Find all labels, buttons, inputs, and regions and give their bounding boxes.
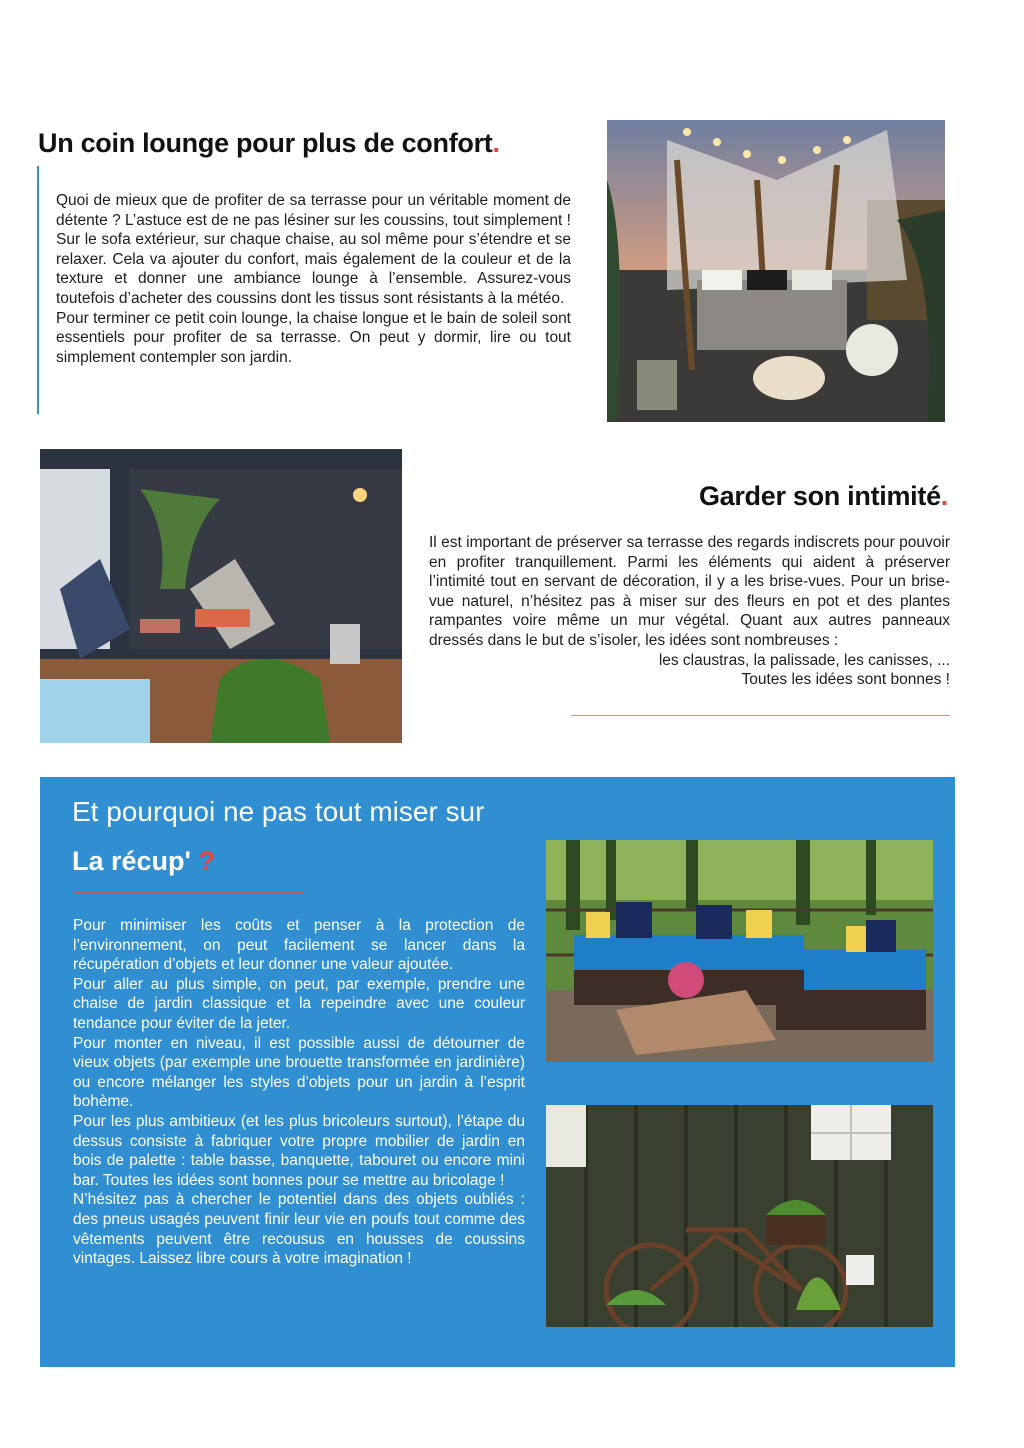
old-bicycle-planter-photo (546, 1105, 933, 1327)
section2-line: les claustras, la palissade, les canisses, ... (658, 651, 950, 669)
title-question-mark: ? (198, 846, 215, 876)
title-dot: . (492, 128, 500, 158)
section2-paragraph: Il est important de préserver sa terrasse des regards indiscrets pour pouvoir en profiter tranquillement. Parmi les éléments qui aident à préserver l’intimité tout en servant de décoration, il y a les brise-vues. Pour un brise-vue naturel, n’hésitez pas à miser sur des fleurs en pot et des plantes rampantes voire même un mur végétal. Quant aux autres panneaux dressés dans le but de s’isoler, les idées sont nombreuses : (429, 534, 950, 649)
section1-side-bar (37, 166, 39, 414)
pallet-sofa-photo (546, 840, 933, 1062)
section2-text (429, 533, 950, 690)
section1-paragraph: Quoi de mieux que de profiter de sa terrasse pour un véritable moment de détente ? L’astuce est de ne pas lésiner sur les coussins, tout simplement ! Sur le sofa extérieur, sur chaque chaise, au sol même pour s’étendre et se relaxer. Cela va ajouter du confort, mais également de la couleur et de la texture et donner une ambiance lounge à l’ensemble. Assurez-vous toutefois d’acheter des coussins dont les tissus sont résistants à la météo. (56, 192, 571, 307)
section2-divider (571, 715, 950, 716)
title-dot: . (940, 481, 948, 511)
section2-line: Toutes les idées sont bonnes ! (741, 671, 950, 689)
section1-title: Un coin lounge pour plus de confort. (38, 128, 500, 158)
section3-title-line1: Et pourquoi ne pas tout miser sur (72, 796, 485, 827)
section1-paragraph: Pour terminer ce petit coin lounge, la chaise longue et le bain de soleil sont essentiels pour profiter de sa terrasse. On peut y dormir, lire ou tout simplement contempler son jardin. (56, 309, 571, 366)
private-terrace-photo (40, 449, 402, 743)
section3-paragraph: Pour minimiser les coûts et penser à la protection de l’environnement, on peut facilement se lancer dans la récupération d’objets et leur donner une valeur ajoutée. (73, 917, 525, 974)
section3-paragraph: N’hésitez pas à chercher le potentiel dans des objets oubliés : des pneus usagés peuvent finir leur vie en poufs tout comme des vêtements peuvent être recousus en housses de coussins vintages. Laissez libre cours à votre imagination ! (73, 1191, 525, 1268)
section1-text (56, 191, 571, 367)
section3-divider (73, 892, 303, 894)
section2-title: Garder son intimité. (698, 481, 948, 511)
lounge-terrace-photo (607, 120, 945, 422)
section3-title-line2: La récup' ? (72, 846, 215, 876)
section3-paragraph: Pour aller au plus simple, on peut, par exemple, prendre une chaise de jardin classique et la repeindre avec une couleur tendance pour éviter de la jeter. (73, 975, 525, 1032)
section3-text (73, 916, 525, 1269)
section3-paragraph: Pour les plus ambitieux (et les plus bricoleurs surtout), l’étape du dessus consiste à fabriquer votre propre mobilier de jardin en bois de palette : table basse, banquette, tabouret ou encore mini bar. Toutes les idées sont bonnes pour se mettre au bricolage ! (73, 1112, 525, 1189)
section3-paragraph: Pour monter en niveau, il est possible aussi de détourner de vieux objets (par exemple une brouette transformée en jardinière) ou encore mélanger les styles d’objets pour un jardin à l’esprit bohème. (73, 1034, 525, 1111)
